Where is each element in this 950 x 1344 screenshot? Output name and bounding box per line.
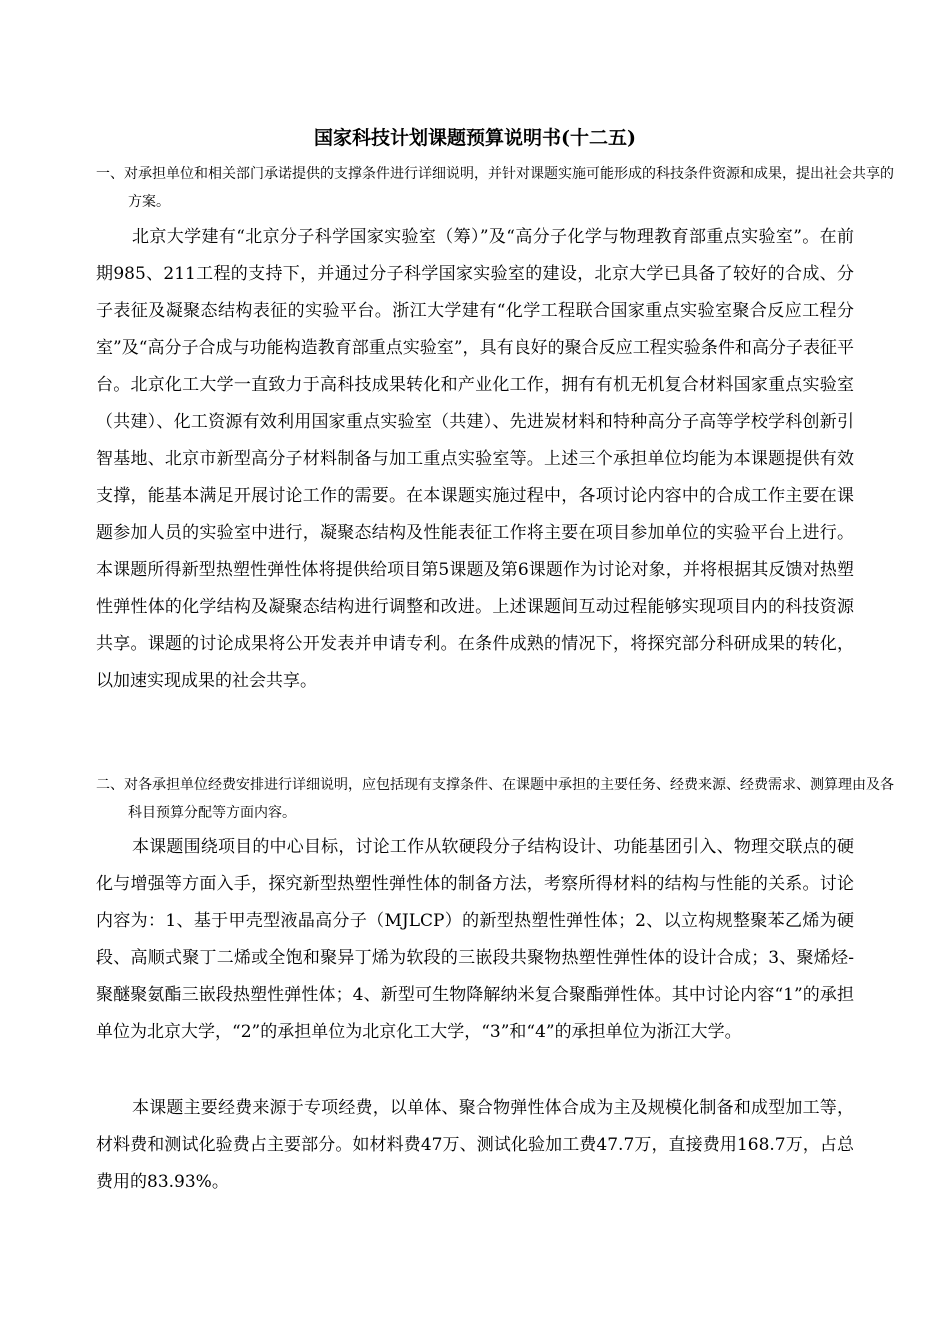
section-2-paragraph-1: 本课题围绕项目的中心目标，讨论工作从软硬段分子结构设计、功能基团引入、物理交联点的硬化与增强等方面入手，探究新型热塑性弹性体的制备方法，考察所得材料的结构与性能的关系。讨论内容为：1、基于甲壳型液晶高分子（MJLCP）的新型热塑性弹性体；2、以立构规整聚苯乙烯为硬段、高顺式聚丁二烯或全饱和聚异丁烯为软段的三嵌段共聚物热塑性弹性体的设计合成；3、聚烯烃-聚醚聚氨酯三嵌段热塑性弹性体；4、新型可生物降解纳米复合聚酯弹性体。其中讨论内容“1”的承担单位为北京大学，“2”的承担单位为北京化工大学，“3”和“4”的承担单位为浙江大学。 — [96, 837, 854, 1042]
section-2-paragraph-2: 本课题主要经费来源于专项经费，以单体、聚合物弹性体合成为主及规模化制备和成型加工等，材料费和测试化验费占主要部分。如材料费47万、测试化验加工费47.7万，直接费用168.7万，占总费用的83.93%。 — [96, 1098, 854, 1192]
document-title: 国家科技计划课题预算说明书(十二五) — [314, 127, 636, 149]
section-2-heading: 二、对各承担单位经费安排进行详细说明，应包括现有支撑条件、在课题中承担的主要任务、经费来源、经费需求、测算理由及各科目预算分配等方面内容。 — [96, 777, 894, 821]
section-1-paragraph: 北京大学建有“北京分子科学国家实验室（筹）”及“高分子化学与物理教育部重点实验室”。在前期985、211工程的支持下，并通过分子科学国家实验室的建设，北京大学已具备了较好的合成、分子表征及凝聚态结构表征的实验平台。浙江大学建有“化学工程联合国家重点实验室聚合反应工程分室”及“高分子合成与功能构造教育部重点实验室”，具有良好的聚合反应工程实验条件和高分子表征平台。北京化工大学一直致力于高科技成果转化和产业化工作，拥有有机无机复合材料国家重点实验室（共建）、化工资源有效利用国家重点实验室（共建）、先进炭材料和特种高分子高等学校学科创新引智基地、北京市新型高分子材料制备与加工重点实验室等。上述三个承担单位均能为本课题提供有效支撑，能基本满足开展讨论工作的需要。在本课题实施过程中，各项讨论内容中的合成工作主要在课题参加人员的实验室中进行，凝聚态结构及性能表征工作将主要在项目参加单位的实验平台上进行。本课题所得新型热塑性弹性体将提供给项目第5课题及第6课题作为讨论对象，并将根据其反馈对热塑性弹性体的化学结构及凝聚态结构进行调整和改进。上述课题间互动过程能够实现项目内的科技资源共享。课题的讨论成果将公开发表并申请专利。在条件成熟的情况下，将探究部分科研成果的转化，以加速实现成果的社会共享。 — [96, 227, 854, 691]
section-1-heading: 一、对承担单位和相关部门承诺提供的支撑条件进行详细说明，并针对课题实施可能形成的科技条件资源和成果，提出社会共享的方案。 — [96, 166, 894, 210]
